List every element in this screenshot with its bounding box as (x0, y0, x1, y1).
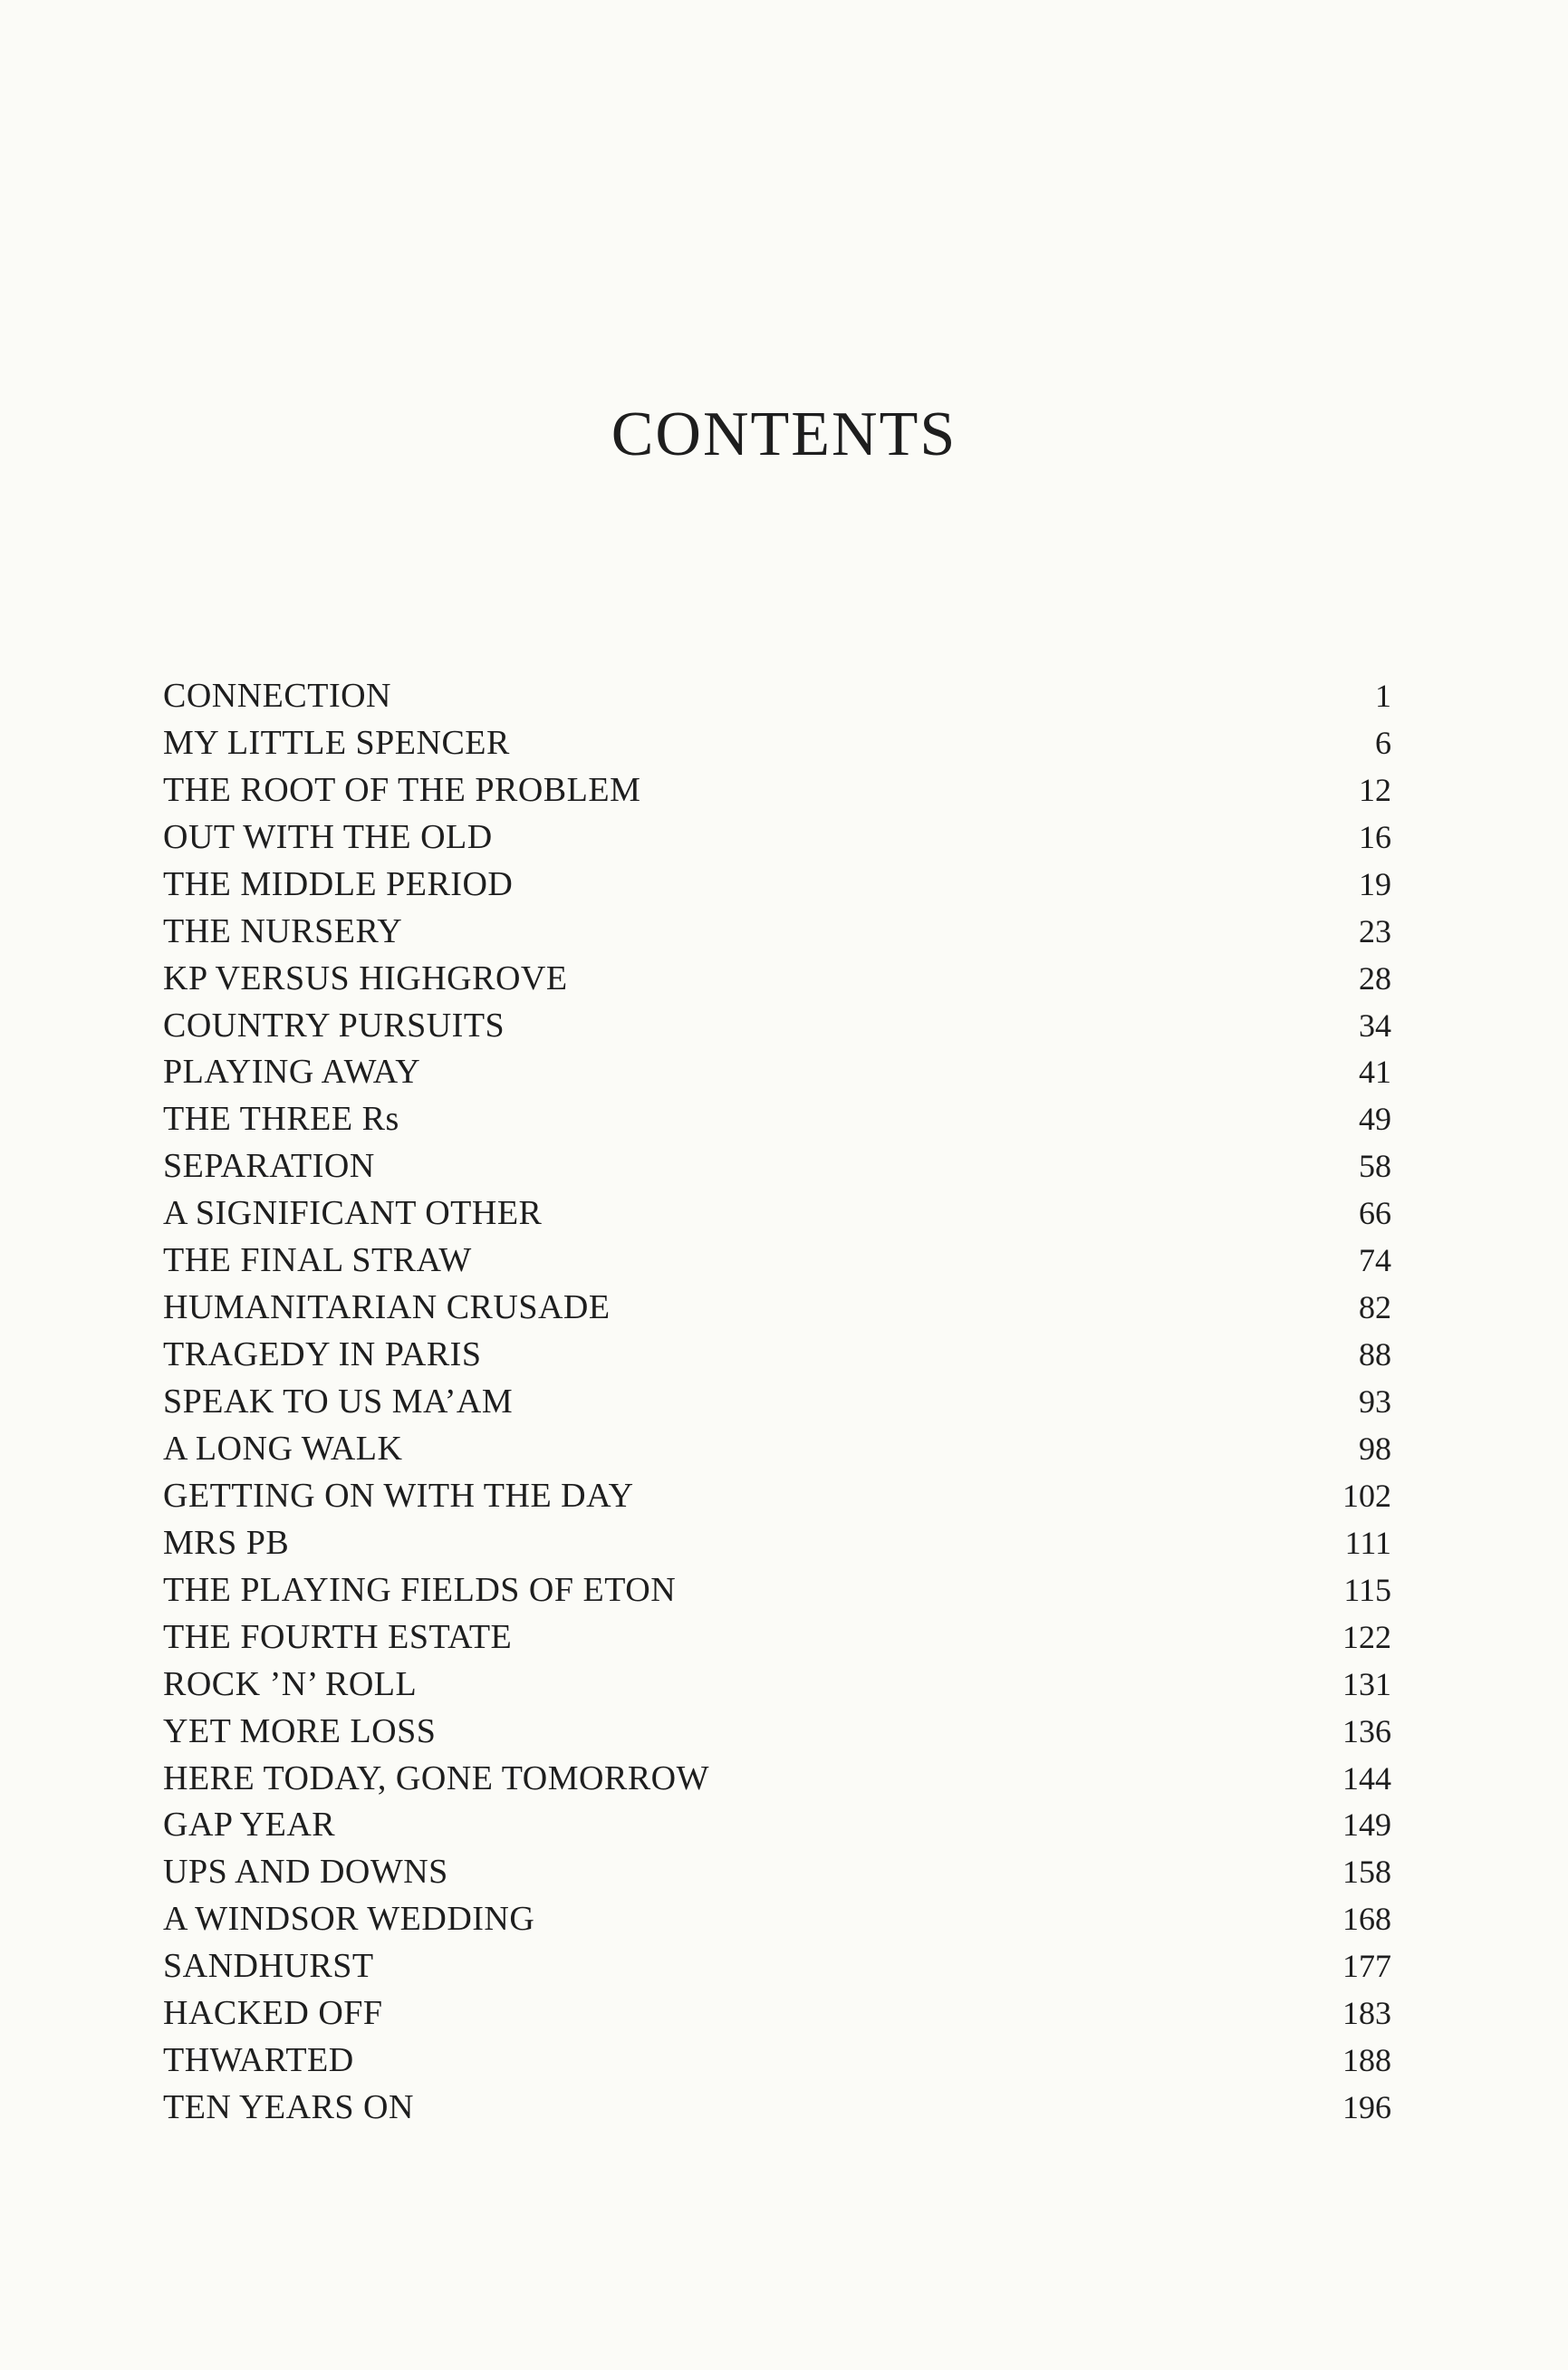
toc-entry (163, 1095, 1391, 1142)
toc-entry (163, 1989, 1391, 2037)
toc-entry (163, 1848, 1391, 1895)
toc-entry (163, 1425, 1391, 1472)
toc-entry-page-number: 144 (1342, 1759, 1391, 1797)
toc-entry-title: UPS AND DOWNS (163, 1853, 448, 1892)
toc-entry-title: THE ROOT OF THE PROBLEM (163, 770, 641, 809)
toc-entry-page-number: 98 (1359, 1430, 1391, 1467)
toc-entry-title: CONNECTION (163, 676, 391, 715)
toc-entry (163, 1049, 1391, 1096)
toc-entry-page-number: 16 (1359, 818, 1391, 855)
toc-entry (163, 1002, 1391, 1049)
toc-entry-page-number: 111 (1344, 1524, 1391, 1561)
toc-entry-page-number: 196 (1342, 2089, 1391, 2126)
toc-entry-page-number: 158 (1342, 1854, 1391, 1891)
toc-entry-title: THE PLAYING FIELDS OF ETON (163, 1570, 677, 1609)
toc-entry-page-number: 23 (1359, 912, 1391, 949)
toc-entry (163, 1190, 1391, 1237)
toc-entry-title: HUMANITARIAN CRUSADE (163, 1288, 611, 1327)
toc-entry-page-number: 88 (1359, 1336, 1391, 1373)
toc-entry-title: MY LITTLE SPENCER (163, 723, 510, 762)
toc-entry-title: SANDHURST (163, 1947, 374, 1986)
toc-entry-title: A SIGNIFICANT OTHER (163, 1194, 543, 1233)
toc-entry (163, 766, 1391, 814)
toc-entry (163, 1755, 1391, 1802)
toc-entry (163, 1942, 1391, 1989)
toc-entry-page-number: 1 (1375, 677, 1391, 714)
toc-entry (163, 1802, 1391, 1849)
toc-entry (163, 1566, 1391, 1614)
toc-entry (163, 814, 1391, 861)
toc-entry-page-number: 188 (1342, 2042, 1391, 2079)
toc-entry-title: TRAGEDY IN PARIS (163, 1335, 482, 1374)
toc-entry-page-number: 6 (1375, 724, 1391, 761)
toc-entry-title: SPEAK TO US MA’AM (163, 1382, 514, 1421)
toc-entry (163, 1614, 1391, 1661)
toc-entry-title: ROCK ’N’ ROLL (163, 1664, 418, 1703)
toc-entry-title: COUNTRY PURSUITS (163, 1006, 505, 1045)
toc-entry-title: GAP YEAR (163, 1806, 336, 1845)
toc-entry (163, 955, 1391, 1002)
toc-entry-page-number: 41 (1359, 1054, 1391, 1091)
toc-entry-title: THWARTED (163, 2041, 354, 2080)
toc-entry-title: THE MIDDLE PERIOD (163, 864, 514, 903)
toc-entry-page-number: 168 (1342, 1901, 1391, 1938)
toc-entry (163, 1472, 1391, 1519)
toc-entry (163, 1895, 1391, 1942)
toc-entry-title: YET MORE LOSS (163, 1711, 437, 1750)
toc-entry-page-number: 66 (1359, 1195, 1391, 1232)
toc-entry-page-number: 177 (1342, 1948, 1391, 1985)
toc-entry-title: HACKED OFF (163, 1994, 383, 2033)
toc-entry-page-number: 149 (1342, 1806, 1391, 1844)
toc-entry-page-number: 122 (1342, 1618, 1391, 1655)
toc-entry-title: TEN YEARS ON (163, 2088, 414, 2127)
toc-entry-title: GETTING ON WITH THE DAY (163, 1476, 634, 1515)
toc-entry-title: PLAYING AWAY (163, 1053, 421, 1092)
toc-entry-page-number: 82 (1359, 1289, 1391, 1326)
toc-entry (163, 1284, 1391, 1331)
toc-entry-page-number: 12 (1359, 771, 1391, 808)
toc-entry-title: HERE TODAY, GONE TOMORROW (163, 1758, 709, 1797)
toc-entry (163, 1708, 1391, 1755)
toc-entry-page-number: 49 (1359, 1101, 1391, 1138)
toc-entry-title: OUT WITH THE OLD (163, 817, 493, 856)
toc-entry (163, 2084, 1391, 2131)
toc-entry-title: THE THREE Rs (163, 1100, 399, 1139)
toc-entry-page-number: 74 (1359, 1242, 1391, 1279)
toc-entry (163, 1378, 1391, 1425)
toc-entry (163, 1331, 1391, 1378)
toc-entry-page-number: 131 (1342, 1665, 1391, 1702)
page-title: CONTENTS (611, 399, 957, 469)
toc-entry-page-number: 136 (1342, 1712, 1391, 1749)
toc-entry-page-number: 34 (1359, 1007, 1391, 1044)
toc-entry (163, 908, 1391, 955)
toc-entry-page-number: 58 (1359, 1148, 1391, 1185)
toc-entry-title: THE NURSERY (163, 911, 403, 950)
toc-entry-title: SEPARATION (163, 1147, 375, 1186)
toc-entry-page-number: 28 (1359, 959, 1391, 997)
toc-entry-page-number: 115 (1343, 1571, 1391, 1608)
toc-entry-page-number: 183 (1342, 1995, 1391, 2032)
toc-entry-title: THE FOURTH ESTATE (163, 1617, 513, 1656)
toc-entry (163, 2037, 1391, 2084)
toc-entry-page-number: 102 (1342, 1477, 1391, 1514)
toc-entry-title: MRS PB (163, 1523, 290, 1562)
toc-entry-page-number: 19 (1359, 865, 1391, 902)
toc-entry-title: A WINDSOR WEDDING (163, 1900, 535, 1939)
toc-entry (163, 1237, 1391, 1284)
toc-entry-title: A LONG WALK (163, 1429, 403, 1468)
toc-entry-title: THE FINAL STRAW (163, 1241, 472, 1280)
toc-entry (163, 672, 1391, 719)
toc-entry (163, 861, 1391, 908)
table-of-contents (163, 672, 1391, 2131)
toc-entry (163, 1519, 1391, 1566)
toc-entry-title: KP VERSUS HIGHGROVE (163, 959, 568, 997)
toc-entry (163, 1142, 1391, 1190)
toc-entry (163, 719, 1391, 766)
toc-entry (163, 1661, 1391, 1708)
toc-entry-page-number: 93 (1359, 1383, 1391, 1421)
